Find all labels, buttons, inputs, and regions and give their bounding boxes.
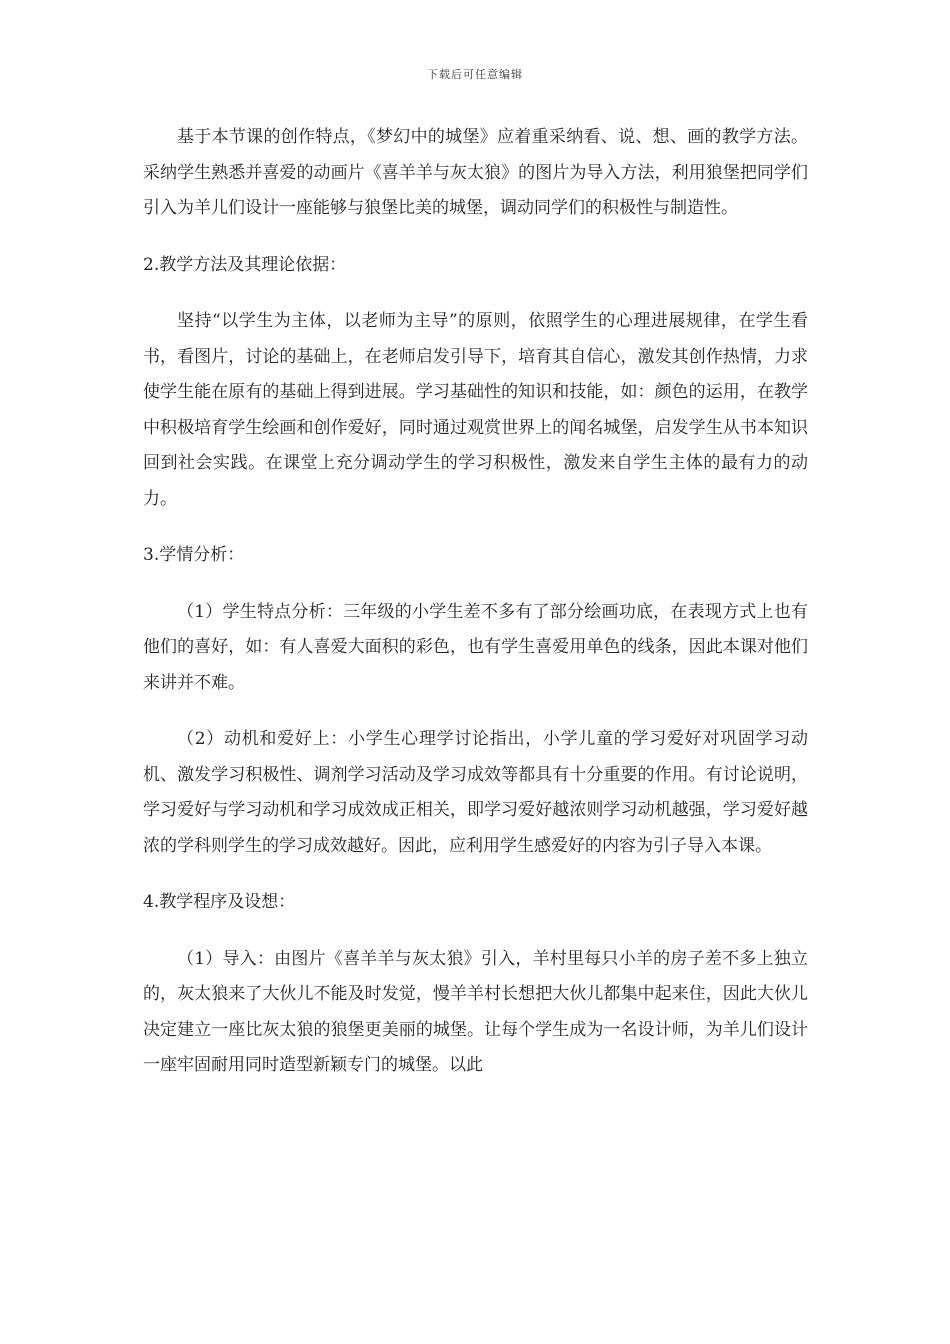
paragraph-methods: 坚持“以学生为主体，以老师为主导”的原则，依照学生的心理进展规律，在学生看书，看图片，讨论的基础上，在老师启发引导下，培育其自信心，激发其创作热情，力求使学生能在原有的基础上得到进展。学习基础性的知识和技能，如：颜色的运用，在教学中积极培育学生绘画和创作爱好，同时通过观赏世界上的闻名城堡，启发学生从书本知识回到社会实践。在课堂上充分调动学生的学习积极性，激发来自学生主体的最有力的动力。	[143, 311, 808, 509]
document-body	[143, 120, 808, 1105]
section-heading-methods: 2.教学方法及其理论依据：	[143, 254, 347, 275]
paragraph-introduction: （1）导入：由图片《喜羊羊与灰太狼》引入，羊村里每只小羊的房子差不多上独立的，灰太狼来了大伙儿不能及时发觉，慢羊羊村长想把大伙儿都集中起来住，因此大伙儿决定建立一座比灰太狼的狼堡更美丽的城堡。让每个学生成为一名设计师，为羊儿们设计一座牢固耐用同时造型新颖专门的城堡。以此	[143, 948, 808, 1075]
paragraph-teaching-approach: 基于本节课的创作特点，《梦幻中的城堡》应着重采纳看、说、想、画的教学方法。采纳学生熟悉并喜爱的动画片《喜羊羊与灰太狼》的图片为导入方法，利用狼堡把同学们引入为羊儿们设计一座能够与狼堡比美的城堡，调动同学们的积极性与制造性。	[143, 127, 808, 218]
section-heading-procedure: 4.教学程序及设想：	[143, 892, 296, 912]
page-header: 下载后可任意编辑	[427, 68, 523, 81]
paragraph-motivation-interest: （2）动机和爱好上：小学生心理学讨论指出，小学儿童的学习爱好对巩固学习动机、激发学习积极性、调剂学习活动及学习成效等都具有十分重要的作用。有讨论说明，学习爱好与学习动机和学习成效成正相关，即学习爱好越浓则学习动机越强，学习爱好越浓的学科则学生的学习成效越好。因此，应利用学生感爱好的内容为引子导入本课。	[143, 729, 808, 856]
paragraph-student-characteristics: （1）学生特点分析：三年级的小学生差不多有了部分绘画功底，在表现方式上也有他们的喜好，如：有人喜爱大面积的彩色，也有学生喜爱用单色的线条，因此本课对他们来讲并不难。	[143, 601, 808, 693]
section-heading-student-analysis: 3.学情分析：	[143, 545, 245, 565]
